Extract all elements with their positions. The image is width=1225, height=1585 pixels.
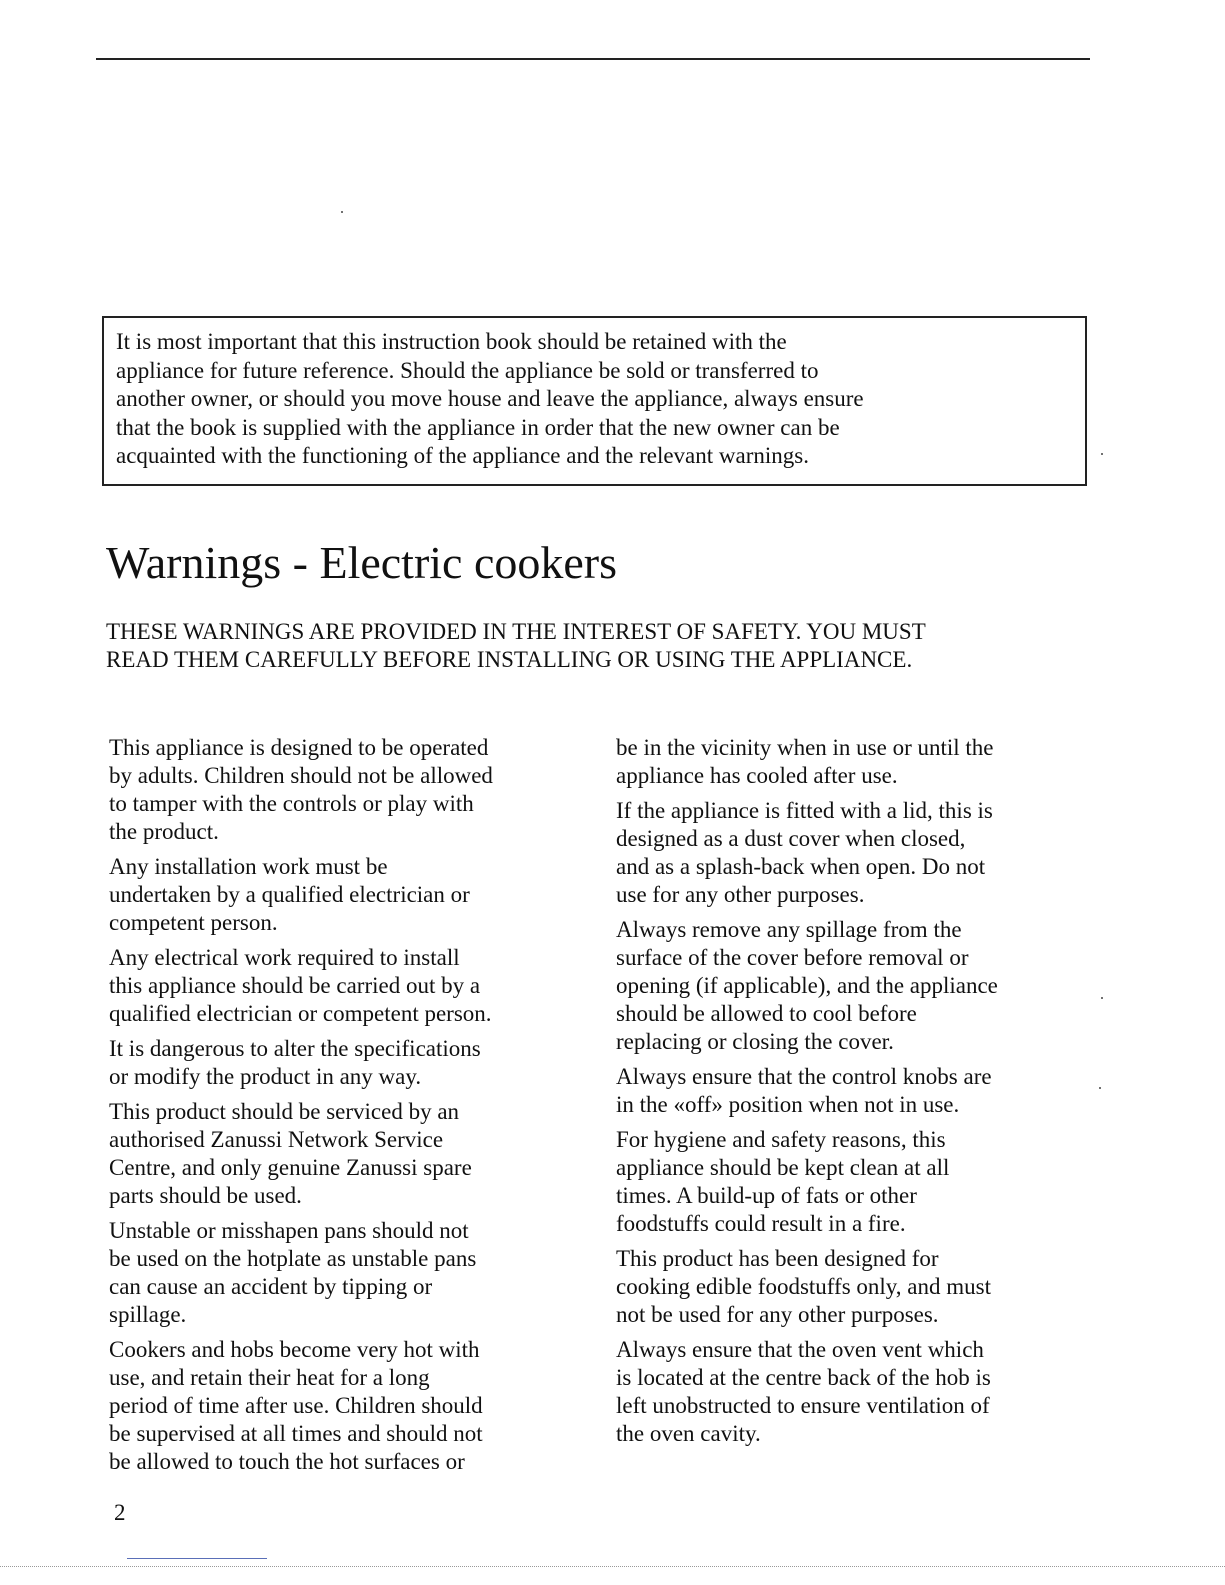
text-line: Any electrical work required to install bbox=[109, 945, 460, 970]
footer-dotted-rule bbox=[0, 1566, 1225, 1567]
text-line: Always ensure that the oven vent which bbox=[616, 1337, 984, 1362]
text-line: designed as a dust cover when closed, bbox=[616, 826, 966, 851]
text-line: If the appliance is fitted with a lid, this is bbox=[616, 798, 993, 823]
notice-line: It is most important that this instruction book should be retained with the bbox=[116, 329, 787, 354]
text-line: use, and retain their heat for a long bbox=[109, 1365, 430, 1390]
safety-intro bbox=[106, 618, 1096, 674]
warning-paragraph bbox=[616, 1126, 1106, 1238]
retention-notice-text bbox=[116, 328, 1075, 471]
text-line: be in the vicinity when in use or until the bbox=[616, 735, 994, 760]
text-line: This product should be serviced by an bbox=[109, 1099, 460, 1124]
text-line: the product. bbox=[109, 819, 219, 844]
text-line: parts should be used. bbox=[109, 1183, 302, 1208]
warnings-right-column bbox=[616, 734, 1106, 1455]
warning-paragraph bbox=[109, 853, 599, 937]
scan-speck bbox=[1101, 453, 1103, 455]
warning-paragraph bbox=[616, 1336, 1106, 1448]
warning-paragraph bbox=[109, 734, 599, 846]
text-line: appliance has cooled after use. bbox=[616, 763, 898, 788]
text-line: Always remove any spillage from the bbox=[616, 917, 962, 942]
text-line: qualified electrician or competent person. bbox=[109, 1001, 492, 1026]
text-line: competent person. bbox=[109, 910, 278, 935]
text-line: should be allowed to cool before bbox=[616, 1001, 917, 1026]
scan-speck bbox=[1099, 1087, 1101, 1089]
text-line: period of time after use. Children should bbox=[109, 1393, 483, 1418]
text-line: Cookers and hobs become very hot with bbox=[109, 1337, 480, 1362]
header-rule bbox=[96, 58, 1090, 60]
text-line: appliance should be kept clean at all bbox=[616, 1155, 950, 1180]
retention-notice-box bbox=[102, 316, 1087, 486]
text-line: opening (if applicable), and the appliance bbox=[616, 973, 998, 998]
text-line: this appliance should be carried out by a bbox=[109, 973, 481, 998]
text-line: This product has been designed for bbox=[616, 1246, 939, 1271]
warning-paragraph bbox=[616, 916, 1106, 1056]
page-number: 2 bbox=[114, 1500, 126, 1525]
scan-speck bbox=[1101, 997, 1103, 999]
text-line: not be used for any other purposes. bbox=[616, 1302, 939, 1327]
text-line: foodstuffs could result in a fire. bbox=[616, 1211, 906, 1236]
text-line: times. A build-up of fats or other bbox=[616, 1183, 917, 1208]
warning-paragraph bbox=[616, 734, 1106, 790]
warning-paragraph bbox=[616, 1245, 1106, 1329]
text-line: authorised Zanussi Network Service bbox=[109, 1127, 444, 1152]
warning-paragraph bbox=[109, 1098, 599, 1210]
warning-paragraph bbox=[109, 944, 599, 1028]
text-line: and as a splash-back when open. Do not bbox=[616, 854, 986, 879]
text-line: can cause an accident by tipping or bbox=[109, 1274, 433, 1299]
intro-line: READ THEM CAREFULLY BEFORE INSTALLING OR USING THE APPLIANCE. bbox=[106, 647, 913, 672]
page-title: Warnings - Electric cookers bbox=[106, 537, 618, 588]
text-line: in the «off» position when not in use. bbox=[616, 1092, 960, 1117]
text-line: Always ensure that the control knobs are bbox=[616, 1064, 992, 1089]
text-line: be supervised at all times and should not bbox=[109, 1421, 483, 1446]
text-line: Centre, and only genuine Zanussi spare bbox=[109, 1155, 472, 1180]
notice-line: another owner, or should you move house and leave the appliance, always ensure bbox=[116, 386, 864, 411]
text-line: spillage. bbox=[109, 1302, 187, 1327]
text-line: be used on the hotplate as unstable pans bbox=[109, 1246, 477, 1271]
notice-line: appliance for future reference. Should the appliance be sold or transferred to bbox=[116, 357, 819, 383]
intro-line: THESE WARNINGS ARE PROVIDED IN THE INTEREST OF SAFETY. YOU MUST bbox=[106, 619, 926, 644]
text-line: use for any other purposes. bbox=[616, 882, 865, 907]
text-line: It is dangerous to alter the specifications bbox=[109, 1036, 481, 1061]
footer-link-rule bbox=[127, 1558, 267, 1559]
warning-paragraph bbox=[616, 797, 1106, 909]
warnings-left-column bbox=[109, 734, 599, 1483]
warning-paragraph bbox=[616, 1063, 1106, 1119]
text-line: Any installation work must be bbox=[109, 854, 388, 879]
text-line: Unstable or misshapen pans should not bbox=[109, 1218, 469, 1243]
text-line: surface of the cover before removal or bbox=[616, 945, 969, 970]
text-line: left unobstructed to ensure ventilation of bbox=[616, 1393, 990, 1418]
notice-line: acquainted with the functioning of the appliance and the relevant warnings. bbox=[116, 443, 809, 468]
text-line: to tamper with the controls or play with bbox=[109, 791, 474, 816]
text-line: or modify the product in any way. bbox=[109, 1064, 422, 1089]
text-line: cooking edible foodstuffs only, and must bbox=[616, 1274, 991, 1299]
text-line: is located at the centre back of the hob is bbox=[616, 1365, 991, 1390]
warning-paragraph bbox=[109, 1217, 599, 1329]
text-line: by adults. Children should not be allowed bbox=[109, 763, 493, 788]
text-line: undertaken by a qualified electrician or bbox=[109, 882, 470, 907]
notice-line: that the book is supplied with the appliance in order that the new owner can be bbox=[116, 414, 840, 440]
text-line: This appliance is designed to be operated bbox=[109, 735, 489, 760]
warning-paragraph bbox=[109, 1035, 599, 1091]
scan-speck bbox=[341, 211, 343, 213]
warning-paragraph bbox=[109, 1336, 599, 1476]
text-line: For hygiene and safety reasons, this bbox=[616, 1127, 946, 1152]
text-line: be allowed to touch the hot surfaces or bbox=[109, 1449, 465, 1474]
text-line: the oven cavity. bbox=[616, 1421, 761, 1446]
text-line: replacing or closing the cover. bbox=[616, 1029, 894, 1054]
